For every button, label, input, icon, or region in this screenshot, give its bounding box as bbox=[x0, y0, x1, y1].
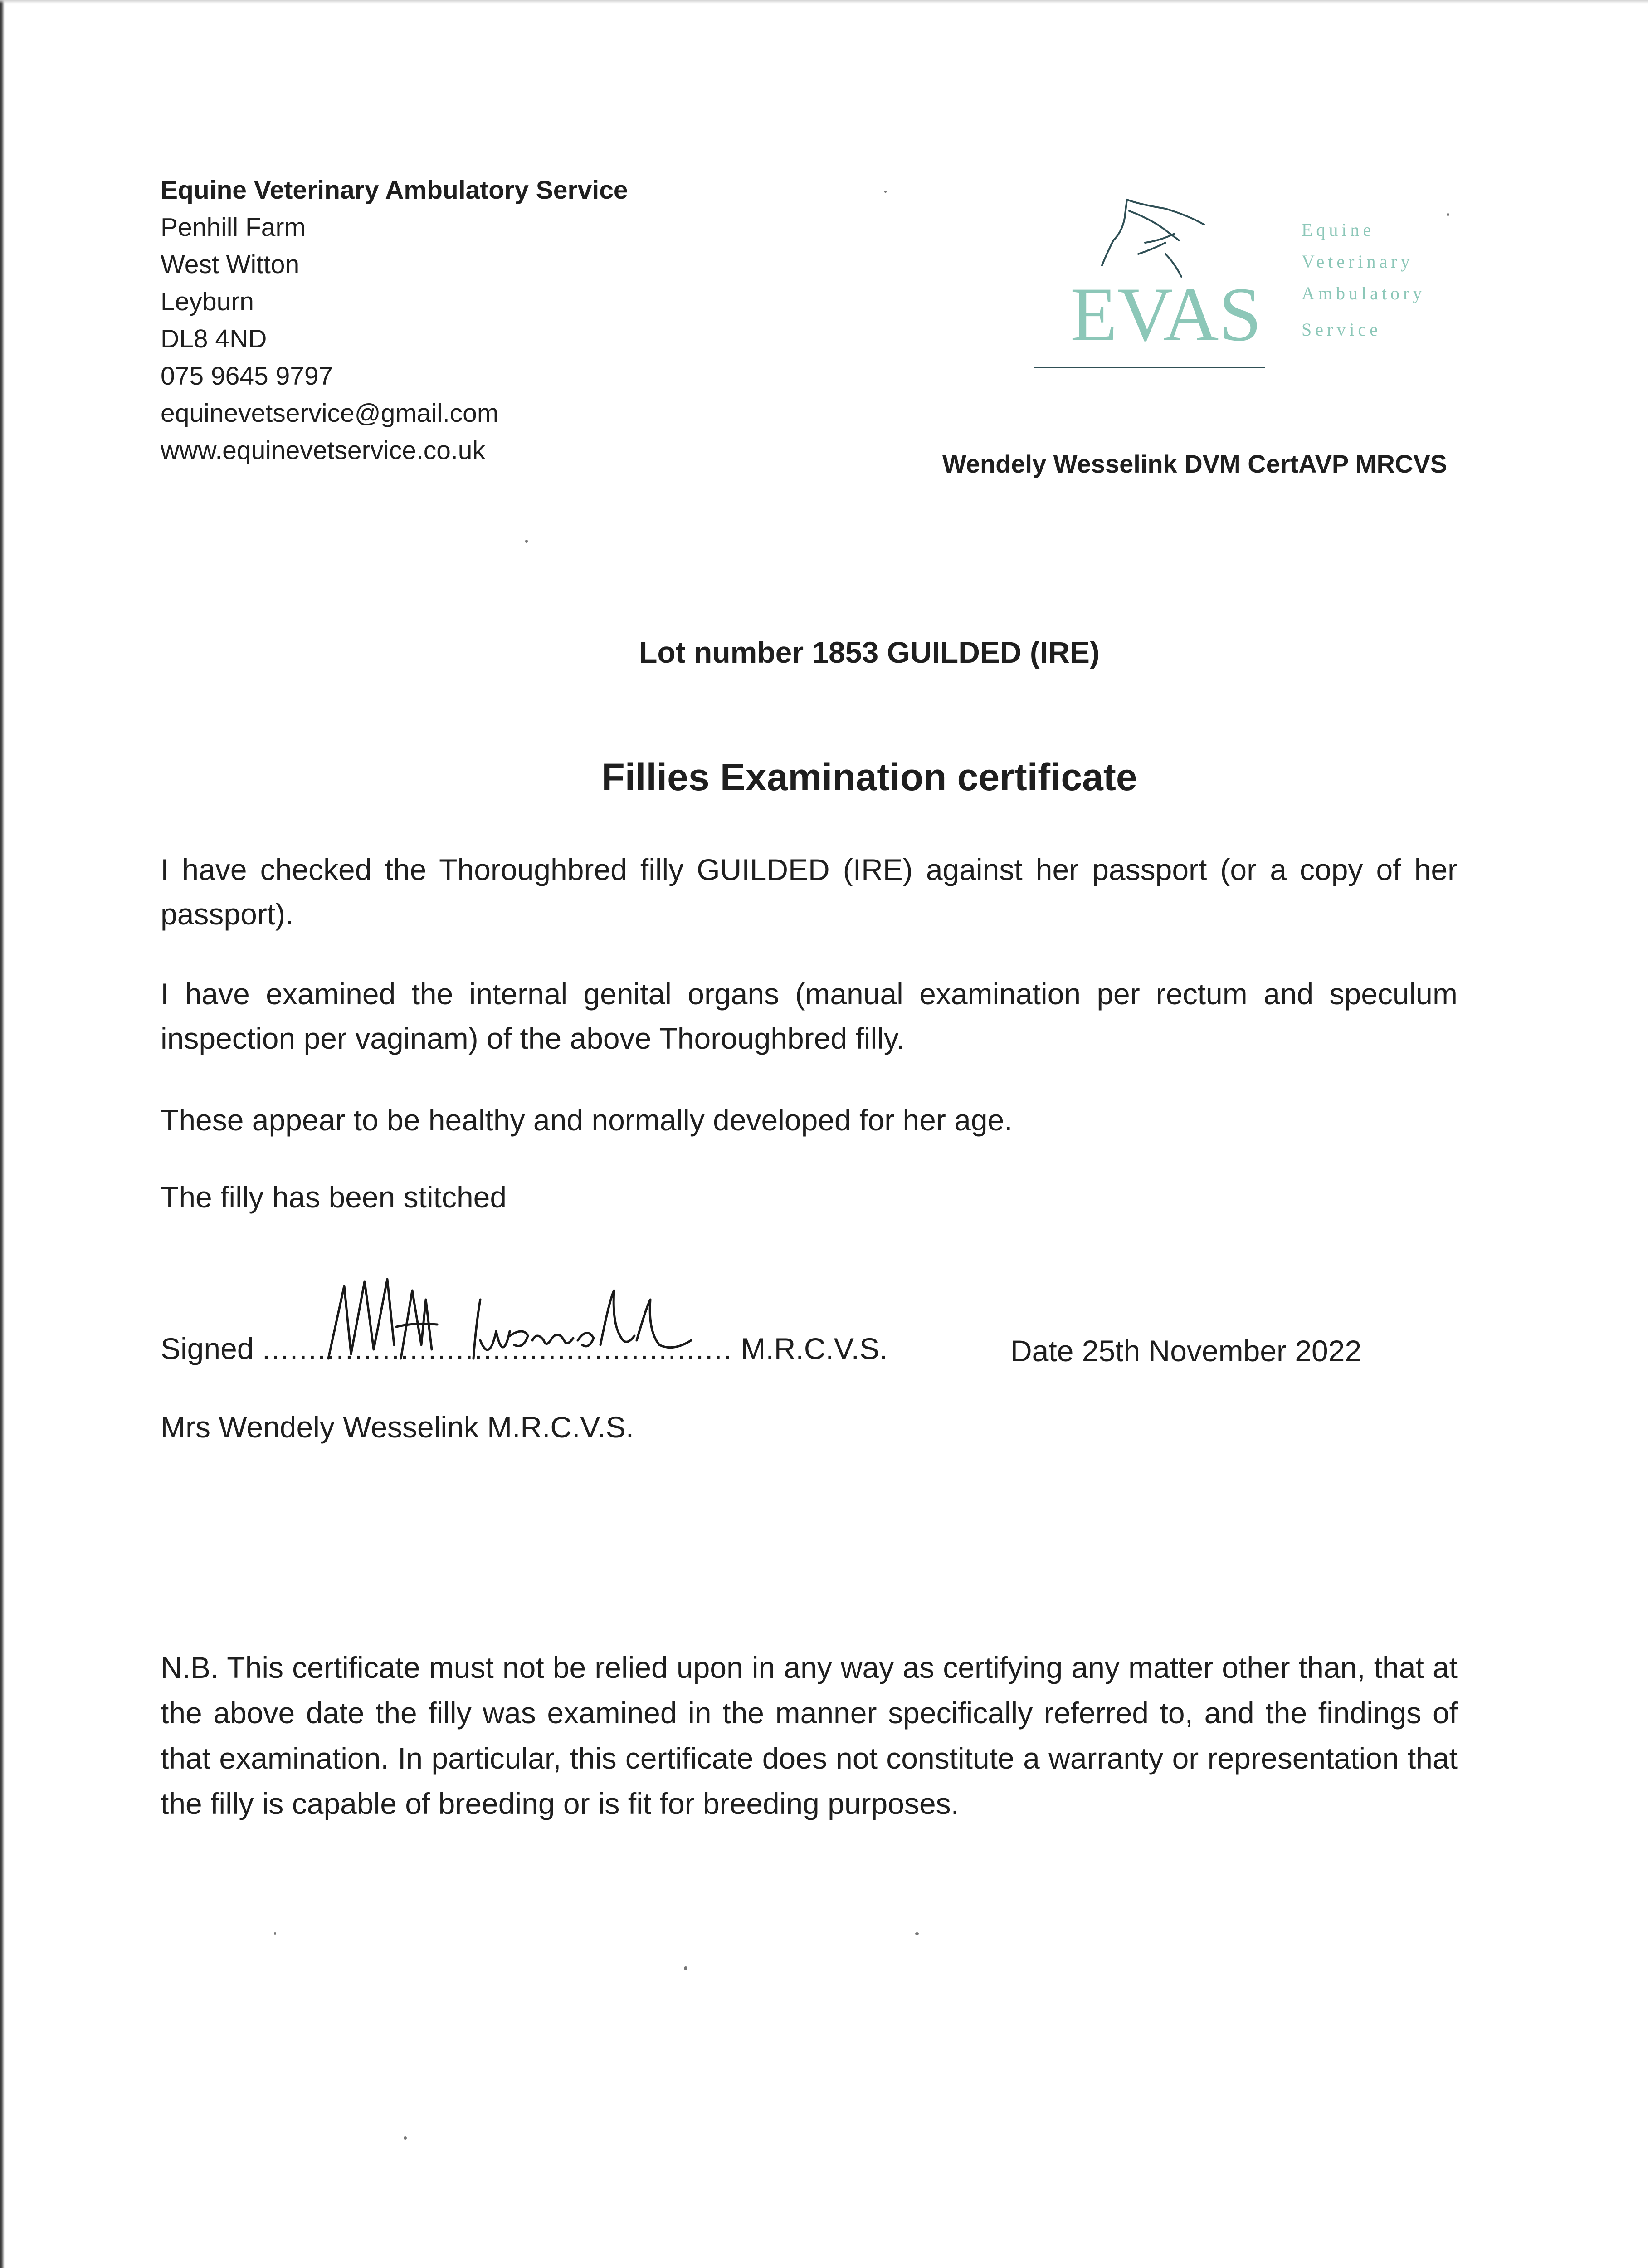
signer-name: Mrs Wendely Wesselink M.R.C.V.S. bbox=[161, 1410, 634, 1444]
scan-speck bbox=[525, 540, 528, 543]
certificate-title: Fillies Examination certificate bbox=[601, 756, 1137, 798]
organization-name: Equine Veterinary Ambulatory Service bbox=[161, 176, 628, 205]
logo-tagline-ambulatory: Ambulatory bbox=[1302, 283, 1426, 303]
phone-number: 075 9645 9797 bbox=[161, 362, 333, 391]
signed-label: Signed bbox=[161, 1332, 254, 1365]
logo-tagline-equine: Equine bbox=[1302, 220, 1375, 240]
scan-edge-top bbox=[0, 0, 1648, 4]
scan-speck bbox=[684, 1966, 687, 1970]
address-line: Penhill Farm bbox=[161, 213, 306, 242]
lot-number: Lot number 1853 GUILDED (IRE) bbox=[639, 635, 1100, 669]
scan-speck bbox=[884, 191, 887, 193]
paragraph-passport-check: I have checked the Thoroughbred filly GUILDED (IRE) against her passport (or a copy of her passport). bbox=[161, 853, 1458, 931]
scan-speck bbox=[274, 1932, 276, 1935]
scan-speck bbox=[404, 2136, 407, 2140]
letterhead-address bbox=[161, 171, 628, 469]
website-address: www.equinevetservice.co.uk bbox=[161, 436, 486, 465]
scan-speck bbox=[915, 1932, 919, 1935]
handwritten-signature bbox=[310, 1272, 718, 1372]
certificate-date: Date 25th November 2022 bbox=[1010, 1334, 1362, 1368]
address-line: DL8 4ND bbox=[161, 324, 267, 353]
vet-credentials: Wendely Wesselink DVM CertAVP MRCVS bbox=[942, 450, 1448, 478]
address-line: West Witton bbox=[161, 250, 300, 279]
scan-edge bbox=[0, 0, 5, 2268]
paragraph-findings: These appear to be healthy and normally developed for her age. bbox=[161, 1103, 1013, 1137]
logo-tagline-veterinary: Veterinary bbox=[1302, 251, 1414, 272]
horse-head-icon bbox=[1102, 200, 1204, 277]
signature-suffix: M.R.C.V.S. bbox=[741, 1332, 888, 1365]
signature-dots: ................................................... bbox=[262, 1332, 733, 1365]
paragraph-examination: I have examined the internal genital organs (manual examination per rectum and speculum inspection per vaginam) of the above Thoroughbred filly. bbox=[161, 977, 1458, 1055]
email-address: equinevetservice@gmail.com bbox=[161, 399, 499, 428]
signature-line bbox=[161, 1331, 887, 1366]
logo-wordmark: EVAS bbox=[1070, 272, 1262, 357]
logo-tagline-service: Service bbox=[1302, 319, 1381, 340]
evas-logo bbox=[1029, 191, 1460, 381]
address-line: Leyburn bbox=[161, 287, 254, 316]
paragraph-stitched: The filly has been stitched bbox=[161, 1180, 507, 1214]
disclaimer: N.B. This certificate must not be relied upon in any way as certifying any matter other than, that at the above date the filly was examined in the manner specifically referred to, and the findings of that examination. In particular, this certificate does not constitute a warranty or representation that the filly is capable of breeding or is fit for breeding purposes. bbox=[161, 1651, 1458, 1820]
